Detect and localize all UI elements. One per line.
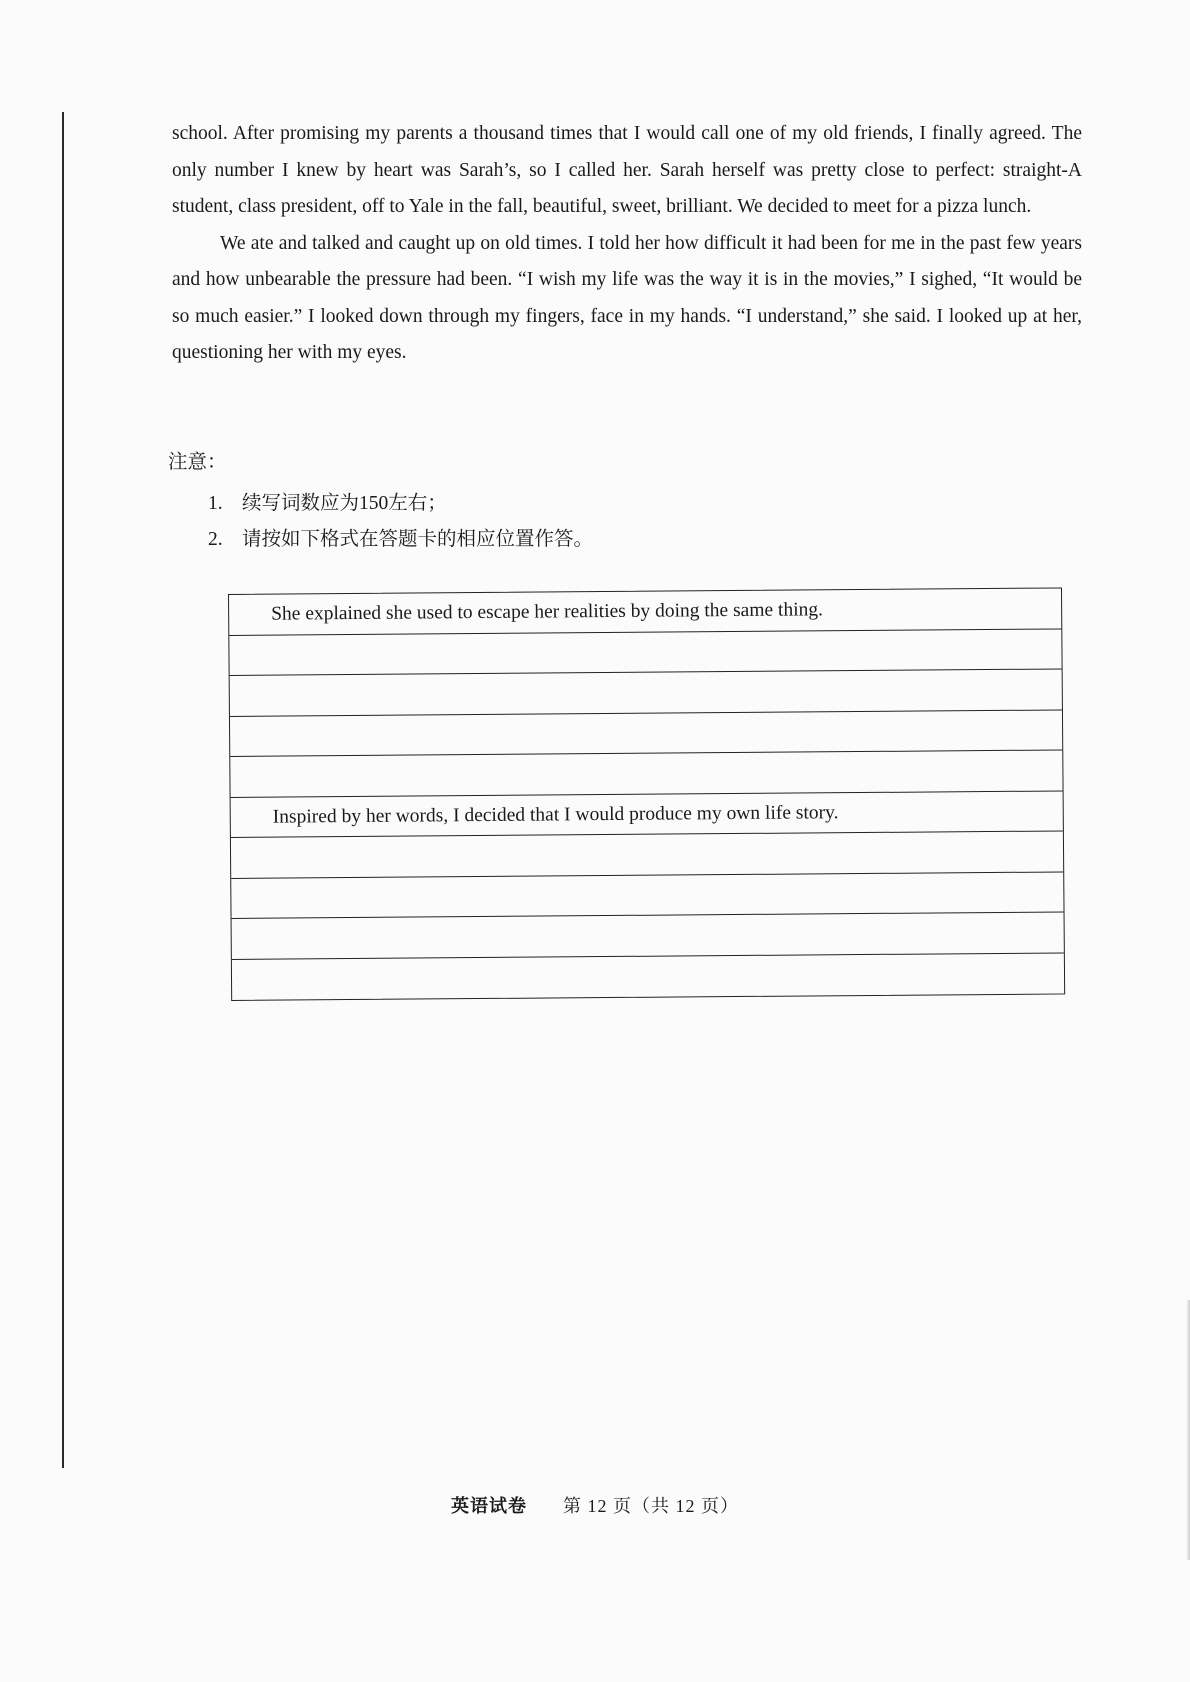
answer-row [230,710,1062,757]
passage-paragraph-2: We ate and talked and caught up on old times. I told her how difficult it had been for me in the past few years and how unbearable the pressure had been. “I wish my life was the way it is in the movies,” I sighed, “It would be so much easier.” I looked down through my fingers, face in my hands. “I understand,” she said. I looked up at her, questioning her with my eyes. [172,232,1082,363]
note-item [208,522,593,558]
story-passage [172,116,1082,372]
note-number: 2. [208,529,223,550]
note-text: 请按如下格式在答题卡的相应位置作答。 [242,529,594,550]
passage-paragraph-1: school. After promising my parents a thousand times that I would call one of my old friends, I finally agreed. The only number I knew by heart was Sarah’s, so I called her. Sarah herself was pretty close to perfect: straight-A student, class president, off to Yale in the fall, beautiful, sweet, brilliant. We decided to meet for a pizza lunch. [172,123,1082,217]
answer-row-prompt-2: Inspired by her words, I decided that I would produce my own life story. [231,791,1063,838]
note-number: 1. [208,493,223,514]
answer-grid [228,587,1065,1001]
answer-row-prompt-1: She explained she used to escape her realities by doing the same thing. [229,588,1061,635]
answer-row [232,953,1064,1000]
note-item [208,486,593,522]
page-edge-shadow [1186,1300,1190,1560]
binding-line [62,112,64,1468]
page-footer [0,1492,1190,1518]
notes-list [208,486,593,558]
answer-row [229,629,1061,676]
answer-row [230,669,1062,716]
answer-row [231,831,1063,878]
note-text: 续写词数应为150左右； [242,493,447,514]
footer-page-number: 第 12 页（共 12 页） [563,1496,739,1516]
answer-row [231,872,1063,919]
answer-row [230,750,1062,797]
answer-row [232,912,1064,959]
notes-title: 注意： [168,452,227,473]
footer-subject: 英语试卷 [451,1496,527,1516]
